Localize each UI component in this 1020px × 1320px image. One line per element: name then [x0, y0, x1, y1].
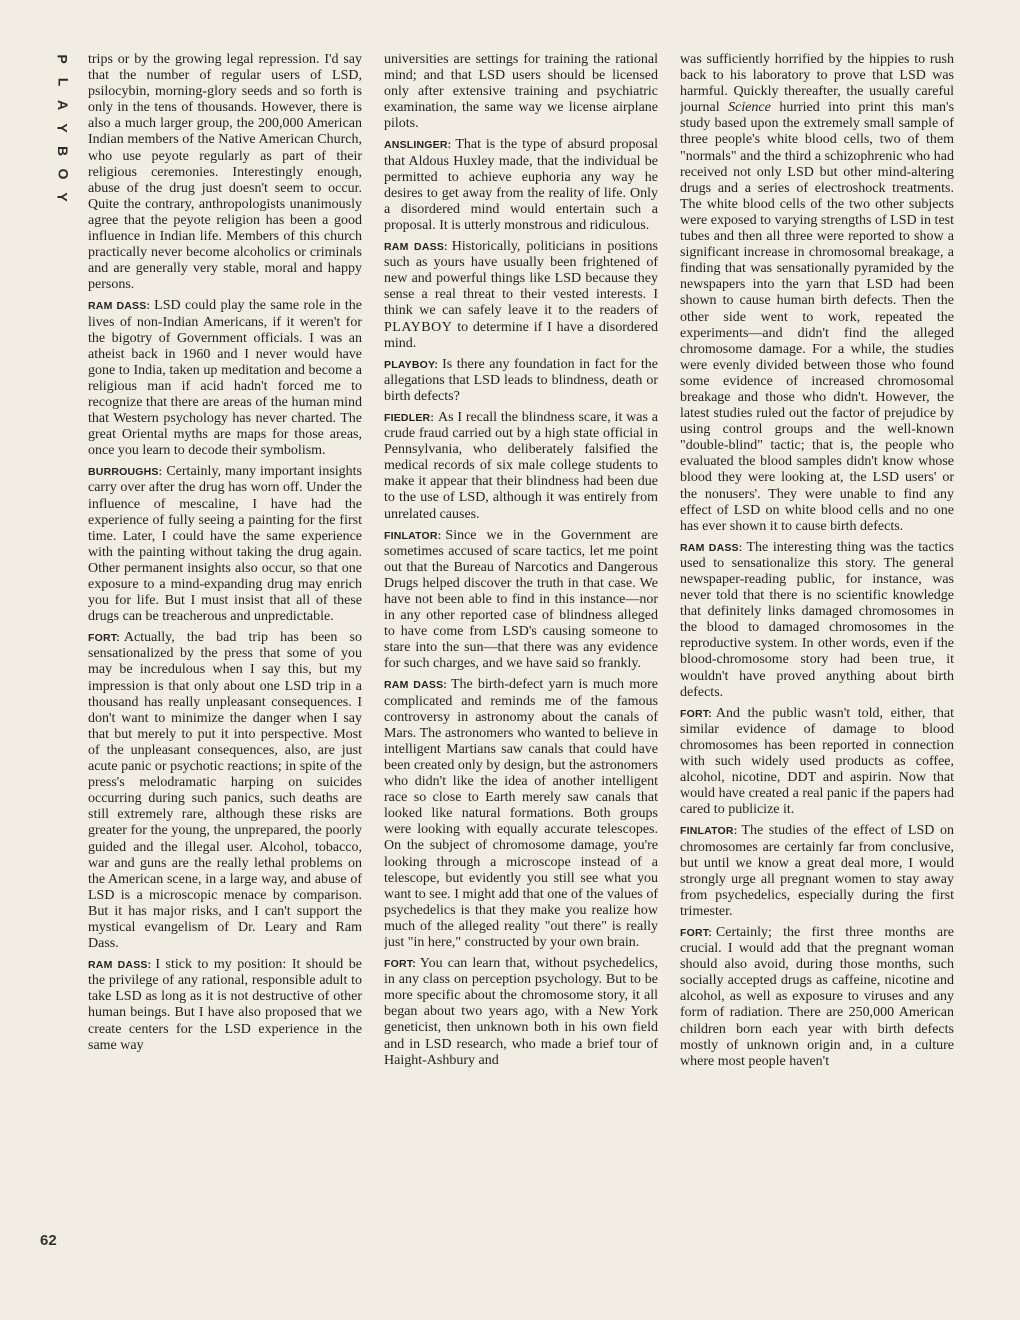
- paragraph: [384, 956, 658, 1069]
- paragraph: [88, 298, 362, 459]
- paragraph: [384, 239, 658, 352]
- article-columns: [88, 52, 954, 1258]
- paragraph-text: You can learn that, without psychedelics, in any class on perception psychology. But to be more specific about the chromosome story, it all began about two years ago, with a New York geneticist, then unknown both in his own field and in LSD research, who made a brief tour of Haight-Ashbury and: [384, 956, 658, 1068]
- text-column-3: [680, 52, 954, 1258]
- paragraph: [384, 677, 658, 951]
- paragraph-text: Certainly; the first three months are crucial. I would add that the pregnant woman should also avoid, during those months, such socially accepted drugs as caffeine, nicotine and alcohol, as well as exposure to viruses and any form of radiation. There are 250,000 American children born each year with birth defects mostly of unknown origin and, in a culture where most people haven't: [680, 924, 954, 1069]
- speaker-label: FORT:: [680, 707, 712, 720]
- speaker-label: RAM DASS:: [384, 241, 448, 254]
- paragraph-text: Since we in the Government are sometimes accused of scare tactics, let me point out that the Bureau of Narcotics and Dangerous Drugs helped discover the truth in that case. We have not been able to find in this instance—nor in any other reported case of blindness alleged to have come from LSD's causing someone to stare into the sun—that there was any evidence for such charges, and we have said so frankly.: [384, 527, 658, 672]
- paragraph-text: to determine if I have a disordered mind.: [384, 319, 658, 351]
- paragraph: [680, 823, 954, 920]
- speaker-label: RAM DASS:: [680, 541, 743, 554]
- paragraph: [88, 52, 362, 293]
- text-column-1: [88, 52, 362, 1258]
- paragraph-text: And the public wasn't told, either, that similar evidence of damage to blood chromosomes has been reported in connection with such widely used products as coffee, alcohol, nicotine, DDT and aspirin. Now that would have created a real panic if the papers had cared to publicize it.: [680, 705, 954, 818]
- paragraph-text: The studies of the effect of LSD on chromosomes are certainly far from conclusive, but until we know a great deal more, I would strongly urge all pregnant women to stay away from psychedelics, especially during the first trimester.: [680, 823, 954, 919]
- masthead-letter: O: [54, 168, 71, 180]
- speaker-label: FINLATOR:: [680, 825, 738, 838]
- speaker-label: FIEDLER:: [384, 411, 435, 424]
- paragraph: [680, 540, 954, 701]
- paragraph-text: Is there any foundation in fact for the allegations that LSD leads to blindness, death or birth defects?: [384, 356, 658, 404]
- paragraph: [384, 410, 658, 523]
- speaker-label: FORT:: [88, 632, 120, 645]
- speaker-label: PLAYBOY:: [384, 358, 439, 371]
- paragraph-text: universities are settings for training the rational mind; and that LSD users should be licensed only after extensive training and psychiatric examination, the same way we license airplane pilots.: [384, 52, 658, 132]
- speaker-label: RAM DASS:: [88, 300, 151, 313]
- paragraph: [88, 630, 362, 952]
- text-column-2: [384, 52, 658, 1258]
- speaker-label: RAM DASS:: [88, 959, 152, 972]
- speaker-label: FORT:: [384, 958, 416, 971]
- masthead-letter: B: [55, 145, 71, 157]
- masthead-letter: A: [55, 99, 71, 111]
- magazine-name: PLAYBOY: [384, 319, 453, 335]
- paragraph: [384, 357, 658, 405]
- masthead-letter: Y: [55, 123, 71, 133]
- speaker-label: FINLATOR:: [384, 529, 442, 542]
- paragraph-text: The birth-defect yarn is much more complicated and reminds me of the famous controversy in astronomy about the canals of Mars. The astronomers who wanted to believe in intelligent Martians saw canals that could have been created only by design, but the astronomers who didn't like the idea of another intelligent race so close to Earth merely saw canals that looked like natural formations. Both groups were looking with equally accurate telescopes. On the subject of chromosome damage, you're looking through a microscope instead of a telescope, but evidently you still see what you want to see. I might add that one of the values of psychedelics is that they make you realize how much of the alleged reality "out there" is really just "in here," constructed by your own brain.: [384, 677, 658, 950]
- page-number: 62: [40, 1232, 57, 1249]
- paragraph-text: hurried into print this man's study based upon the extremely small sample of three people's white blood cells, two of them "normals" and the third a schizophrenic who had received not only LSD but other mind-altering drugs and a series of electroshock treatments. The white blood cells of the two other subjects were exposed to varying strengths of LSD in test tubes and then all three were reported to show a significant increase in chromosomal breakage, a finding that was sensationally pyramided by the newspapers into the yarn that LSD had been shown to cause human birth defects. Then the other side went to work, repeated the experiments—and didn't find the alleged chromosome damage. For a while, the studies were evenly divided between those who found some evidence of increased chromosomal breakage and those who didn't. However, the latest studies ruled out the factor of prejudice by using control groups and the well-known "double-blind" tactic; that is, the people who evaluated the blood samples didn't know whose blood they were looking at, the LSD users' or the nonusers'. They were unable to find any effect of LSD on white blood cells and no one has ever shown it to cause birth defects.: [680, 100, 954, 534]
- paragraph: [384, 137, 658, 234]
- paragraph-text: Actually, the bad trip has been so sensationalized by the press that some of you may be incredulous when I say this, but my impression is that only about one LSD trip in a thousand has really unpleasant consequences. I don't want to minimize the danger when I say that but merely to put it into perspective. Most of the unpleasant consequences, also, are just acute panic or psychotic reactions; in spite of the press's melodramatic harping on suicides occurring during such panics, such deaths are still extremely rare, although these risks are greater for the young, the unprepared, the poorly guided and the illegal user. Alcohol, tobacco, war and guns are the really lethal problems on the American scene, in a large way, and abuse of LSD is a microscopic menace by comparison. But it has major risks, and I can't support the mystical evangelism of Dr. Leary and Ram Dass.: [88, 630, 362, 952]
- paragraph-text: Historically, politicians in positions such as yours have usually been frightened of new and powerful things like LSD because they sense a real threat to their vested interests. I think we can safely leave it to the readers of: [384, 239, 658, 319]
- paragraph-text: was sufficiently horrified by the hippies to rush back to his laboratory to prove that LSD was harmful. Quickly thereafter, the usually careful journal: [680, 52, 954, 116]
- paragraph: [88, 464, 362, 625]
- paragraph-text: trips or by the growing legal repression. I'd say that the number of regular users of LSD, psilocybin, morning-glory seeds and so forth is only in the tens of thousands. However, there is also a much larger group, the 200,000 American Indian members of the Native American Church, who use peyote regularly as part of their religious ceremonies. Interestingly enough, abuse of the drug just doesn't seem to occur. Quite the contrary, anthropologists unanimously agree that the peyote religion has been a good influence in Indian life. Members of this church practically never become alcoholics or criminals and are generally very stable, moral and happy persons.: [88, 52, 362, 293]
- playboy-masthead: [52, 52, 74, 204]
- paragraph-text: I stick to my position: It should be the privilege of any rational, responsible adult to take LSD as long as it is not destructive of other human beings. But I have also proposed that we create centers for the LSD experience in the same way: [88, 957, 362, 1053]
- speaker-label: RAM DASS:: [384, 679, 447, 692]
- paragraph: [384, 528, 658, 673]
- paragraph-text: As I recall the blindness scare, it was a crude fraud carried out by a high state official in Pennsylvania, who deliberately falsified the medical records of six male college students to make it appear that their blindness had been due to the use of LSD, although it was entirely from unrelated causes.: [384, 409, 658, 522]
- journal-title: Science: [728, 100, 771, 116]
- masthead-letter: Y: [55, 192, 71, 202]
- paragraph: [680, 52, 954, 535]
- paragraph: [680, 706, 954, 819]
- speaker-label: BURROUGHS:: [88, 466, 163, 479]
- speaker-label: FORT:: [680, 926, 712, 939]
- paragraph-text: That is the type of absurd proposal that Aldous Huxley made, that the individual be permitted to achieve euphoria any way he desires to get away from the reality of life. Only a disordered mind would entertain such a proposal. It is utterly monstrous and ridiculous.: [384, 137, 658, 233]
- paragraph-text: LSD could play the same role in the lives of non-Indian Americans, if it weren't for the bigotry of Government officials. I was an atheist back in 1960 and I never would have gone to India, taken up meditation and become a religious man if acid hadn't forced me to recognize that there are areas of the human mind that Western psychology has never charted. The great Oriental myths are maps for those areas, once you learn to decode their symbolism.: [88, 298, 362, 459]
- paragraph-text: Certainly, many important insights carry over after the drug has worn off. Under the influence of mescaline, I have had the experience of fully seeing a painting for the first time. Later, I could have the same experience with the painting without taking the drug again. Other permanent insights also occur, so that one exposure to a mind-expanding drug may enrich you for life. But I must insist that all of these drugs can be treacherous and unpredictable.: [88, 464, 362, 625]
- paragraph: [88, 957, 362, 1054]
- paragraph-text: The interesting thing was the tactics used to sensationalize this story. The general newspaper-reading public, for instance, was never told that there is no scientific knowledge that definitely links damaged chromosomes in the blood to damaged chromosomes in the reproductive system. In other words, even if the blood-chromosome story had been true, it wouldn't have proved anything about birth defects.: [680, 539, 954, 700]
- paragraph: [384, 52, 658, 132]
- paragraph: [680, 925, 954, 1070]
- speaker-label: ANSLINGER:: [384, 139, 452, 152]
- masthead-letter: P: [55, 54, 71, 64]
- masthead-letter: L: [55, 77, 71, 87]
